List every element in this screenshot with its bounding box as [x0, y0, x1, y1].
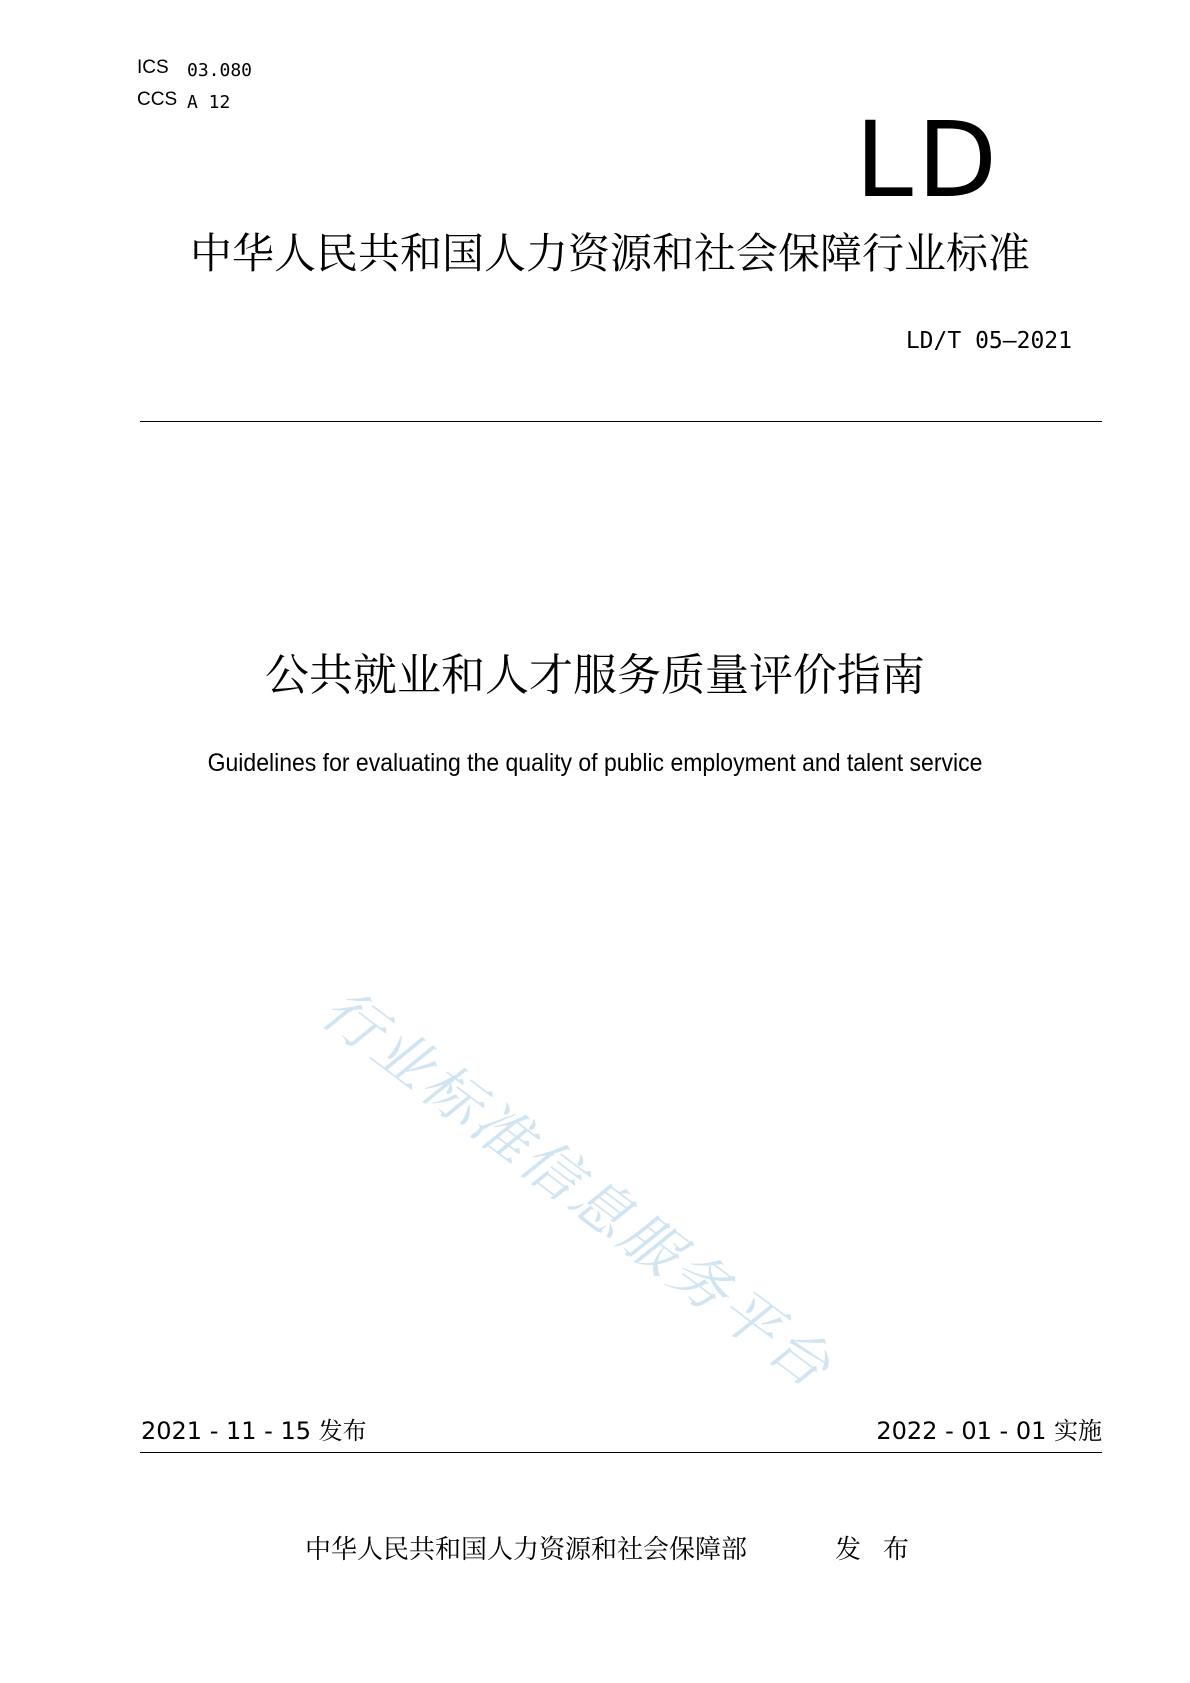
- publisher-name: 中华人民共和国人力资源和社会保障部: [305, 1535, 748, 1565]
- document-title-chinese: 公共就业和人才服务质量评价指南: [265, 650, 925, 701]
- ics-code: 03.080: [187, 60, 253, 81]
- effective-date: 2022 - 01 - 01 实施: [876, 1417, 1102, 1445]
- ics-label: ICS: [137, 57, 169, 78]
- issue-date: 2021 - 11 - 15 发布: [141, 1417, 367, 1445]
- ld-standard-mark: LD: [855, 99, 1002, 221]
- publish-label: 发布: [835, 1535, 932, 1565]
- watermark-text: 行业标准信息服务平台: [309, 974, 846, 1403]
- standard-number: LD/T 05—2021: [905, 328, 1072, 354]
- document-title-english: Guidelines for evaluating the quality of public employment and talent service: [207, 749, 983, 777]
- industry-standard-title: 中华人民共和国人力资源和社会保障行业标准: [189, 229, 1030, 278]
- ccs-code: A 12: [187, 92, 231, 113]
- bottom-divider: [140, 1452, 1102, 1453]
- ccs-label: CCS: [137, 89, 178, 110]
- top-divider: [140, 421, 1102, 422]
